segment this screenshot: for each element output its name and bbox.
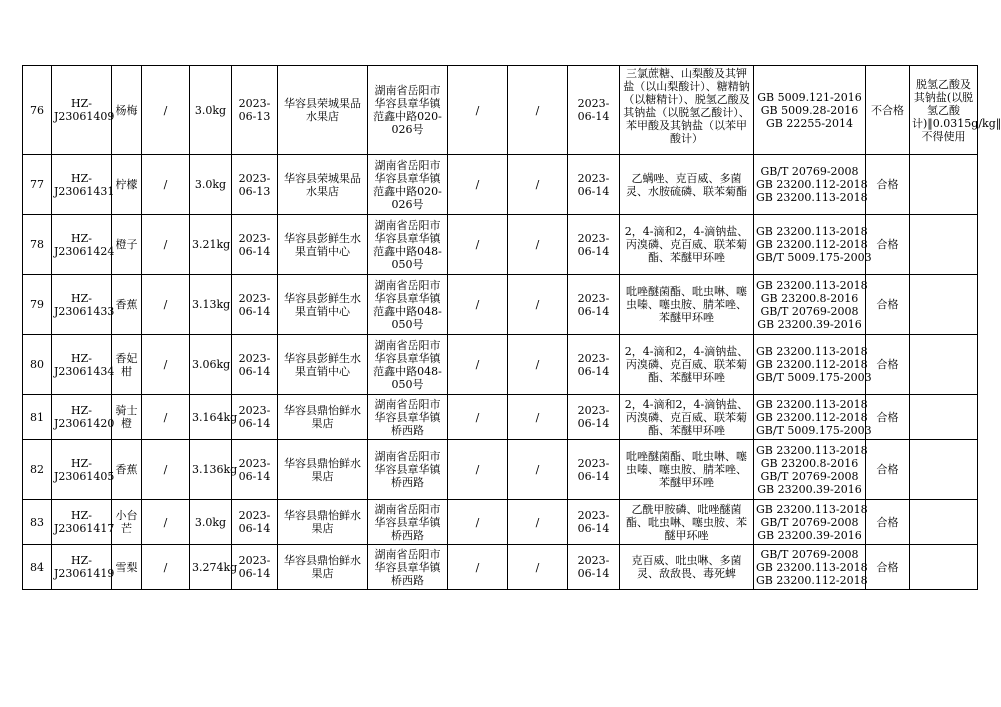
standard-line: GB 23200.113-2018 bbox=[756, 225, 868, 238]
seller-name bbox=[278, 395, 368, 440]
manufacturer-text: / bbox=[475, 103, 480, 117]
sample-code bbox=[52, 545, 115, 590]
inspection-items bbox=[620, 335, 754, 395]
inspection-date bbox=[568, 395, 620, 440]
sample-code bbox=[52, 440, 115, 500]
inspection-date bbox=[568, 155, 620, 215]
inspection-items bbox=[620, 275, 754, 335]
production-date bbox=[232, 500, 278, 545]
production-date bbox=[232, 66, 278, 155]
sample-name-text: 骑士橙 bbox=[115, 404, 138, 430]
inspection-date bbox=[568, 545, 620, 590]
standard-line: GB 23200.39-2016 bbox=[757, 317, 862, 331]
seller-address-text: 湖南省岳阳市华容县章华镇范鑫中路020-026号 bbox=[373, 158, 442, 211]
result bbox=[866, 155, 910, 215]
manufacturer-text: / bbox=[475, 560, 480, 574]
standard-line: GB 23200.8-2016 bbox=[760, 291, 859, 305]
sample-code-text: HZ-J23061431 bbox=[54, 171, 115, 198]
sample-weight-text: 3.164kg bbox=[192, 410, 238, 424]
manufacturer-address bbox=[508, 275, 568, 335]
manufacturer-address bbox=[508, 215, 568, 275]
inspection-items-text: 克百威、吡虫啉、多菌灵、敌敌畏、毒死蜱 bbox=[631, 554, 742, 580]
row-number bbox=[23, 66, 52, 155]
row-number-text: 80 bbox=[30, 358, 44, 371]
table-row bbox=[23, 155, 978, 215]
manufacturer-address-text: / bbox=[535, 178, 540, 191]
brand bbox=[142, 66, 190, 155]
result bbox=[866, 335, 910, 395]
row-number bbox=[23, 335, 52, 395]
standard-line: GB 23200.113-2018 bbox=[756, 397, 868, 411]
inspection-items-text: 吡唑醚菌酯、吡虫啉、噻虫嗪、噻虫胺、腈苯唑、苯醚甲环唑 bbox=[626, 285, 747, 324]
test-standards bbox=[754, 440, 866, 500]
manufacturer bbox=[448, 275, 508, 335]
standard-line: GB/T 5009.175-2003 bbox=[756, 251, 872, 264]
inspection-items-text: 乙酰甲胺磷、吡唑醚菌酯、吡虫啉、噻虫胺、苯醚甲环唑 bbox=[626, 502, 747, 542]
production-date bbox=[232, 155, 278, 215]
remark bbox=[910, 335, 978, 395]
manufacturer-address-text: / bbox=[535, 463, 540, 476]
table-row bbox=[23, 275, 978, 335]
result bbox=[866, 275, 910, 335]
manufacturer-address bbox=[508, 66, 568, 155]
inspection-date bbox=[568, 275, 620, 335]
seller-address bbox=[368, 155, 448, 215]
table-row bbox=[23, 215, 978, 275]
inspection-items bbox=[620, 545, 754, 590]
sample-weight-text: 3.0kg bbox=[194, 515, 227, 529]
row-number bbox=[23, 215, 52, 275]
seller-address-text: 湖南省岳阳市华容县章华镇桥西路 bbox=[374, 547, 441, 587]
table-row bbox=[23, 440, 978, 500]
sample-name bbox=[112, 335, 142, 395]
seller-name bbox=[278, 545, 368, 590]
inspection-items-text: 2，4-滴和2，4-滴钠盐、丙溴磷、克百威、联苯菊酯、苯醚甲环唑 bbox=[624, 397, 749, 437]
seller-name-text: 华容县彭鲜生水果直销中心 bbox=[284, 291, 361, 318]
inspection-date-text: 2023-06-14 bbox=[577, 171, 610, 198]
production-date bbox=[232, 545, 278, 590]
table-row bbox=[23, 335, 978, 395]
sample-weight-text: 3.21kg bbox=[192, 238, 231, 251]
row-number bbox=[23, 545, 52, 590]
result-text: 合格 bbox=[876, 358, 899, 371]
test-standards bbox=[754, 275, 866, 335]
manufacturer bbox=[448, 395, 508, 440]
sample-code-text: HZ-J23061433 bbox=[54, 291, 115, 318]
row-number bbox=[23, 500, 52, 545]
inspection-items bbox=[620, 155, 754, 215]
brand bbox=[142, 440, 190, 500]
sample-weight bbox=[190, 335, 232, 395]
seller-name-text: 华容县彭鲜生水果直销中心 bbox=[284, 231, 361, 258]
seller-address-text: 湖南省岳阳市华容县章华镇范鑫中路048-050号 bbox=[373, 338, 442, 391]
sample-weight-text: 3.136kg bbox=[192, 463, 238, 476]
inspection-items-text: 2，4-滴和2，4-滴钠盐、丙溴磷、克百威、联苯菊酯、苯醚甲环唑 bbox=[624, 345, 749, 384]
sample-name-text: 橙子 bbox=[115, 238, 138, 251]
sample-weight bbox=[190, 275, 232, 335]
sample-name bbox=[112, 215, 142, 275]
seller-name bbox=[278, 500, 368, 545]
row-number bbox=[23, 395, 52, 440]
seller-name bbox=[278, 155, 368, 215]
result-text: 合格 bbox=[876, 410, 899, 424]
seller-address-text: 湖南省岳阳市华容县章华镇桥西路 bbox=[374, 502, 441, 542]
sample-code-text: HZ-J23061424 bbox=[54, 231, 115, 258]
manufacturer bbox=[448, 155, 508, 215]
sample-name bbox=[112, 66, 142, 155]
sample-weight-text: 3.13kg bbox=[192, 298, 231, 311]
manufacturer-address-text: / bbox=[535, 358, 540, 371]
sample-name-text: 香蕉 bbox=[115, 463, 138, 476]
result-text: 合格 bbox=[876, 238, 899, 251]
seller-name-text: 华容县荣城果品水果店 bbox=[284, 171, 361, 198]
sample-name bbox=[112, 500, 142, 545]
production-date bbox=[232, 395, 278, 440]
production-date-text: 2023-06-13 bbox=[238, 171, 271, 198]
standard-line: GB 23200.112-2018 bbox=[756, 410, 868, 424]
manufacturer-text: / bbox=[475, 178, 480, 191]
result bbox=[866, 66, 910, 155]
sample-name bbox=[112, 275, 142, 335]
remark bbox=[910, 66, 1001, 155]
remark bbox=[910, 155, 978, 215]
seller-address bbox=[368, 395, 448, 440]
row-number-text: 76 bbox=[30, 103, 44, 117]
standard-line: GB 23200.113-2018 bbox=[756, 560, 868, 574]
test-standards bbox=[754, 215, 872, 275]
sample-weight bbox=[190, 66, 232, 155]
seller-address bbox=[368, 545, 448, 590]
standard-line: GB 23200.112-2018 bbox=[756, 178, 868, 191]
inspection-items-text: 三氯蔗糖、山梨酸及其钾盐（以山梨酸计）、糖精钠（以糖精计）、脱氢乙酸及其钠盐（以脱氢乙酸计）、苯甲酸及其钠盐（以苯甲酸计） bbox=[623, 67, 750, 145]
inspection-results-table bbox=[22, 65, 1001, 590]
brand bbox=[142, 155, 190, 215]
remark-text: 脱氢乙酸及其钠盐(以脱氢乙酸计)‖0.0315g/kg‖不得使用 bbox=[912, 77, 1001, 143]
seller-name-text: 华容县鼎怡鲜水果店 bbox=[284, 509, 361, 535]
manufacturer-text: / bbox=[475, 298, 480, 311]
inspection-date-text: 2023-06-14 bbox=[577, 456, 610, 483]
sample-code bbox=[52, 66, 115, 155]
sample-weight-text: 3.0kg bbox=[194, 103, 227, 117]
seller-name-text: 华容县鼎怡鲜水果店 bbox=[284, 554, 361, 580]
table-row bbox=[23, 66, 978, 155]
row-number-text: 82 bbox=[30, 463, 44, 476]
sample-name-text: 雪梨 bbox=[115, 560, 138, 574]
sample-name-text: 香蕉 bbox=[115, 298, 138, 311]
seller-name bbox=[278, 215, 368, 275]
standard-line: GB 23200.39-2016 bbox=[757, 482, 862, 496]
inspection-items bbox=[620, 66, 754, 155]
remark bbox=[910, 215, 978, 275]
sample-code bbox=[52, 335, 115, 395]
sample-name-text: 香妃柑 bbox=[115, 351, 138, 378]
manufacturer bbox=[448, 440, 508, 500]
production-date-text: 2023-06-14 bbox=[238, 456, 271, 483]
inspection-items bbox=[620, 215, 754, 275]
sample-code bbox=[52, 275, 115, 335]
inspection-date-text: 2023-06-14 bbox=[577, 97, 610, 123]
sample-code bbox=[52, 215, 115, 275]
sample-name bbox=[112, 155, 142, 215]
manufacturer-address-text: / bbox=[535, 238, 540, 251]
production-date-text: 2023-06-14 bbox=[238, 351, 271, 378]
standard-line: GB 23200.113-2018 bbox=[756, 443, 868, 457]
result-text: 合格 bbox=[876, 178, 899, 191]
inspection-date-text: 2023-06-14 bbox=[577, 231, 610, 258]
brand-text: / bbox=[163, 560, 168, 574]
test-standards bbox=[754, 500, 866, 545]
sample-weight bbox=[190, 215, 232, 275]
seller-name-text: 华容县彭鲜生水果直销中心 bbox=[284, 351, 361, 378]
brand-text: / bbox=[163, 410, 168, 424]
brand bbox=[142, 545, 190, 590]
row-number-text: 83 bbox=[30, 515, 44, 529]
standard-line: GB 22255-2014 bbox=[765, 116, 854, 130]
table-row bbox=[23, 545, 978, 590]
production-date bbox=[232, 440, 278, 500]
manufacturer-text: / bbox=[475, 410, 480, 424]
production-date-text: 2023-06-14 bbox=[238, 291, 271, 318]
seller-address bbox=[368, 500, 448, 545]
standard-line: GB 23200.113-2018 bbox=[756, 345, 868, 358]
standard-line: GB/T 5009.175-2003 bbox=[756, 423, 872, 437]
standard-line: GB/T 20769-2008 bbox=[760, 515, 859, 529]
standard-line: GB/T 5009.175-2003 bbox=[756, 371, 872, 384]
remark bbox=[910, 440, 978, 500]
standard-line: GB 5009.28-2016 bbox=[760, 103, 859, 117]
row-number-text: 79 bbox=[30, 298, 44, 311]
manufacturer bbox=[448, 335, 508, 395]
sample-weight-text: 3.274kg bbox=[192, 560, 238, 574]
sample-weight bbox=[190, 395, 238, 440]
row-number bbox=[23, 275, 52, 335]
inspection-date-text: 2023-06-14 bbox=[577, 404, 610, 430]
production-date-text: 2023-06-14 bbox=[238, 231, 271, 258]
sample-weight bbox=[190, 155, 232, 215]
inspection-date-text: 2023-06-14 bbox=[577, 554, 610, 580]
result-text: 合格 bbox=[876, 463, 899, 476]
sample-code-text: HZ-J23061405 bbox=[54, 456, 115, 483]
manufacturer-address-text: / bbox=[535, 103, 540, 117]
inspection-date bbox=[568, 500, 620, 545]
sample-code-text: HZ-J23061434 bbox=[54, 351, 115, 378]
standard-line: GB/T 20769-2008 bbox=[760, 547, 859, 561]
standard-line: GB 23200.112-2018 bbox=[756, 238, 868, 251]
inspection-items bbox=[620, 500, 754, 545]
sample-code bbox=[52, 395, 115, 440]
brand bbox=[142, 275, 190, 335]
sample-weight-text: 3.06kg bbox=[192, 358, 231, 371]
production-date-text: 2023-06-13 bbox=[238, 97, 271, 123]
standard-line: GB 23200.113-2018 bbox=[756, 191, 868, 204]
seller-name bbox=[278, 440, 368, 500]
manufacturer-address-text: / bbox=[535, 515, 540, 529]
production-date bbox=[232, 215, 278, 275]
manufacturer-text: / bbox=[475, 515, 480, 529]
result bbox=[866, 500, 910, 545]
result bbox=[866, 440, 910, 500]
result bbox=[866, 395, 910, 440]
test-standards bbox=[754, 395, 872, 440]
result bbox=[866, 215, 910, 275]
sample-weight bbox=[190, 440, 238, 500]
seller-address bbox=[368, 275, 448, 335]
manufacturer-address-text: / bbox=[535, 410, 540, 424]
sample-code bbox=[52, 155, 115, 215]
manufacturer-address-text: / bbox=[535, 298, 540, 311]
production-date bbox=[232, 275, 278, 335]
seller-address bbox=[368, 440, 448, 500]
seller-address bbox=[368, 66, 448, 155]
standard-line: GB/T 20769-2008 bbox=[760, 469, 859, 483]
remark bbox=[910, 545, 978, 590]
seller-address-text: 湖南省岳阳市华容县章华镇桥西路 bbox=[374, 397, 441, 437]
sample-weight bbox=[190, 500, 232, 545]
brand-text: / bbox=[163, 178, 168, 191]
standard-line: GB 23200.112-2018 bbox=[756, 573, 868, 587]
brand-text: / bbox=[163, 358, 168, 371]
sample-name-text: 小台芒 bbox=[115, 509, 138, 535]
manufacturer-text: / bbox=[475, 238, 480, 251]
sample-name bbox=[112, 440, 142, 500]
standard-line: GB 23200.39-2016 bbox=[757, 528, 862, 542]
standard-line: GB 23200.112-2018 bbox=[756, 358, 868, 371]
brand-text: / bbox=[163, 298, 168, 311]
inspection-items-text: 乙螨唑、克百威、多菌灵、水胺硫磷、联苯菊酯 bbox=[626, 171, 747, 198]
seller-name bbox=[278, 335, 368, 395]
seller-name bbox=[278, 275, 368, 335]
remark bbox=[910, 275, 978, 335]
seller-name-text: 华容县鼎怡鲜水果店 bbox=[284, 456, 361, 483]
standard-line: GB 23200.113-2018 bbox=[756, 278, 868, 292]
inspection-items bbox=[620, 440, 754, 500]
remark bbox=[910, 395, 978, 440]
manufacturer bbox=[448, 545, 508, 590]
brand-text: / bbox=[163, 238, 168, 251]
seller-address-text: 湖南省岳阳市华容县章华镇范鑫中路048-050号 bbox=[373, 218, 442, 271]
inspection-items-text: 吡唑醚菌酯、吡虫啉、噻虫嗪、噻虫胺、腈苯唑、苯醚甲环唑 bbox=[626, 450, 747, 489]
test-standards bbox=[754, 66, 866, 155]
manufacturer-address bbox=[508, 440, 568, 500]
seller-name-text: 华容县荣城果品水果店 bbox=[284, 97, 361, 123]
manufacturer-address bbox=[508, 395, 568, 440]
standard-line: GB/T 20769-2008 bbox=[760, 165, 859, 178]
brand bbox=[142, 335, 190, 395]
row-number-text: 77 bbox=[30, 178, 44, 191]
sample-weight bbox=[190, 545, 238, 590]
manufacturer-address bbox=[508, 335, 568, 395]
sample-code-text: HZ-J23061419 bbox=[54, 554, 115, 580]
manufacturer bbox=[448, 215, 508, 275]
inspection-date bbox=[568, 335, 620, 395]
manufacturer-address bbox=[508, 500, 568, 545]
remark bbox=[910, 500, 978, 545]
sample-weight-text: 3.0kg bbox=[194, 178, 227, 191]
sample-code-text: HZ-J23061409 bbox=[54, 97, 115, 123]
sample-code-text: HZ-J23061417 bbox=[54, 509, 115, 535]
manufacturer-address bbox=[508, 155, 568, 215]
inspection-items bbox=[620, 395, 754, 440]
standard-line: GB 23200.8-2016 bbox=[760, 456, 859, 470]
sample-code bbox=[52, 500, 115, 545]
seller-address-text: 湖南省岳阳市华容县章华镇桥西路 bbox=[374, 450, 441, 489]
standard-line: GB/T 20769-2008 bbox=[760, 304, 859, 318]
production-date bbox=[232, 335, 278, 395]
seller-name-text: 华容县鼎怡鲜水果店 bbox=[284, 404, 361, 430]
result-text: 合格 bbox=[876, 298, 899, 311]
sample-name-text: 杨梅 bbox=[115, 103, 138, 117]
inspection-date bbox=[568, 215, 620, 275]
row-number-text: 78 bbox=[30, 238, 44, 251]
inspection-items-text: 2，4-滴和2，4-滴钠盐、丙溴磷、克百威、联苯菊酯、苯醚甲环唑 bbox=[624, 225, 749, 264]
inspection-date bbox=[568, 440, 620, 500]
test-standards bbox=[754, 335, 872, 395]
result-text: 合格 bbox=[876, 560, 899, 574]
brand bbox=[142, 215, 190, 275]
result-text: 合格 bbox=[876, 515, 899, 529]
inspection-date-text: 2023-06-14 bbox=[577, 509, 610, 535]
manufacturer-text: / bbox=[475, 463, 480, 476]
manufacturer-text: / bbox=[475, 358, 480, 371]
sample-name bbox=[112, 395, 142, 440]
seller-address-text: 湖南省岳阳市华容县章华镇范鑫中路048-050号 bbox=[373, 278, 442, 331]
seller-address bbox=[368, 335, 448, 395]
seller-address bbox=[368, 215, 448, 275]
row-number bbox=[23, 155, 52, 215]
brand bbox=[142, 395, 190, 440]
table-row bbox=[23, 500, 978, 545]
sample-name-text: 柠檬 bbox=[115, 178, 138, 191]
manufacturer bbox=[448, 500, 508, 545]
inspection-date bbox=[568, 66, 620, 155]
brand-text: / bbox=[163, 103, 168, 117]
inspection-date-text: 2023-06-14 bbox=[577, 291, 610, 318]
test-standards bbox=[754, 545, 866, 590]
brand-text: / bbox=[163, 463, 168, 476]
result-text: 不合格 bbox=[871, 103, 904, 117]
production-date-text: 2023-06-14 bbox=[238, 404, 271, 430]
manufacturer-address-text: / bbox=[535, 560, 540, 574]
sample-code-text: HZ-J23061420 bbox=[54, 404, 115, 430]
inspection-date-text: 2023-06-14 bbox=[577, 351, 610, 378]
manufacturer bbox=[448, 66, 508, 155]
row-number-text: 81 bbox=[30, 410, 44, 424]
production-date-text: 2023-06-14 bbox=[238, 554, 271, 580]
result bbox=[866, 545, 910, 590]
test-standards bbox=[754, 155, 866, 215]
seller-address-text: 湖南省岳阳市华容县章华镇范鑫中路020-026号 bbox=[373, 84, 442, 136]
sample-name bbox=[112, 545, 142, 590]
seller-name bbox=[278, 66, 368, 155]
brand-text: / bbox=[163, 515, 168, 529]
brand bbox=[142, 500, 190, 545]
row-number bbox=[23, 440, 52, 500]
standard-line: GB 23200.113-2018 bbox=[756, 502, 868, 516]
production-date-text: 2023-06-14 bbox=[238, 509, 271, 535]
table-row bbox=[23, 395, 978, 440]
standard-line: GB 5009.121-2016 bbox=[757, 90, 862, 104]
row-number-text: 84 bbox=[30, 560, 44, 574]
manufacturer-address bbox=[508, 545, 568, 590]
